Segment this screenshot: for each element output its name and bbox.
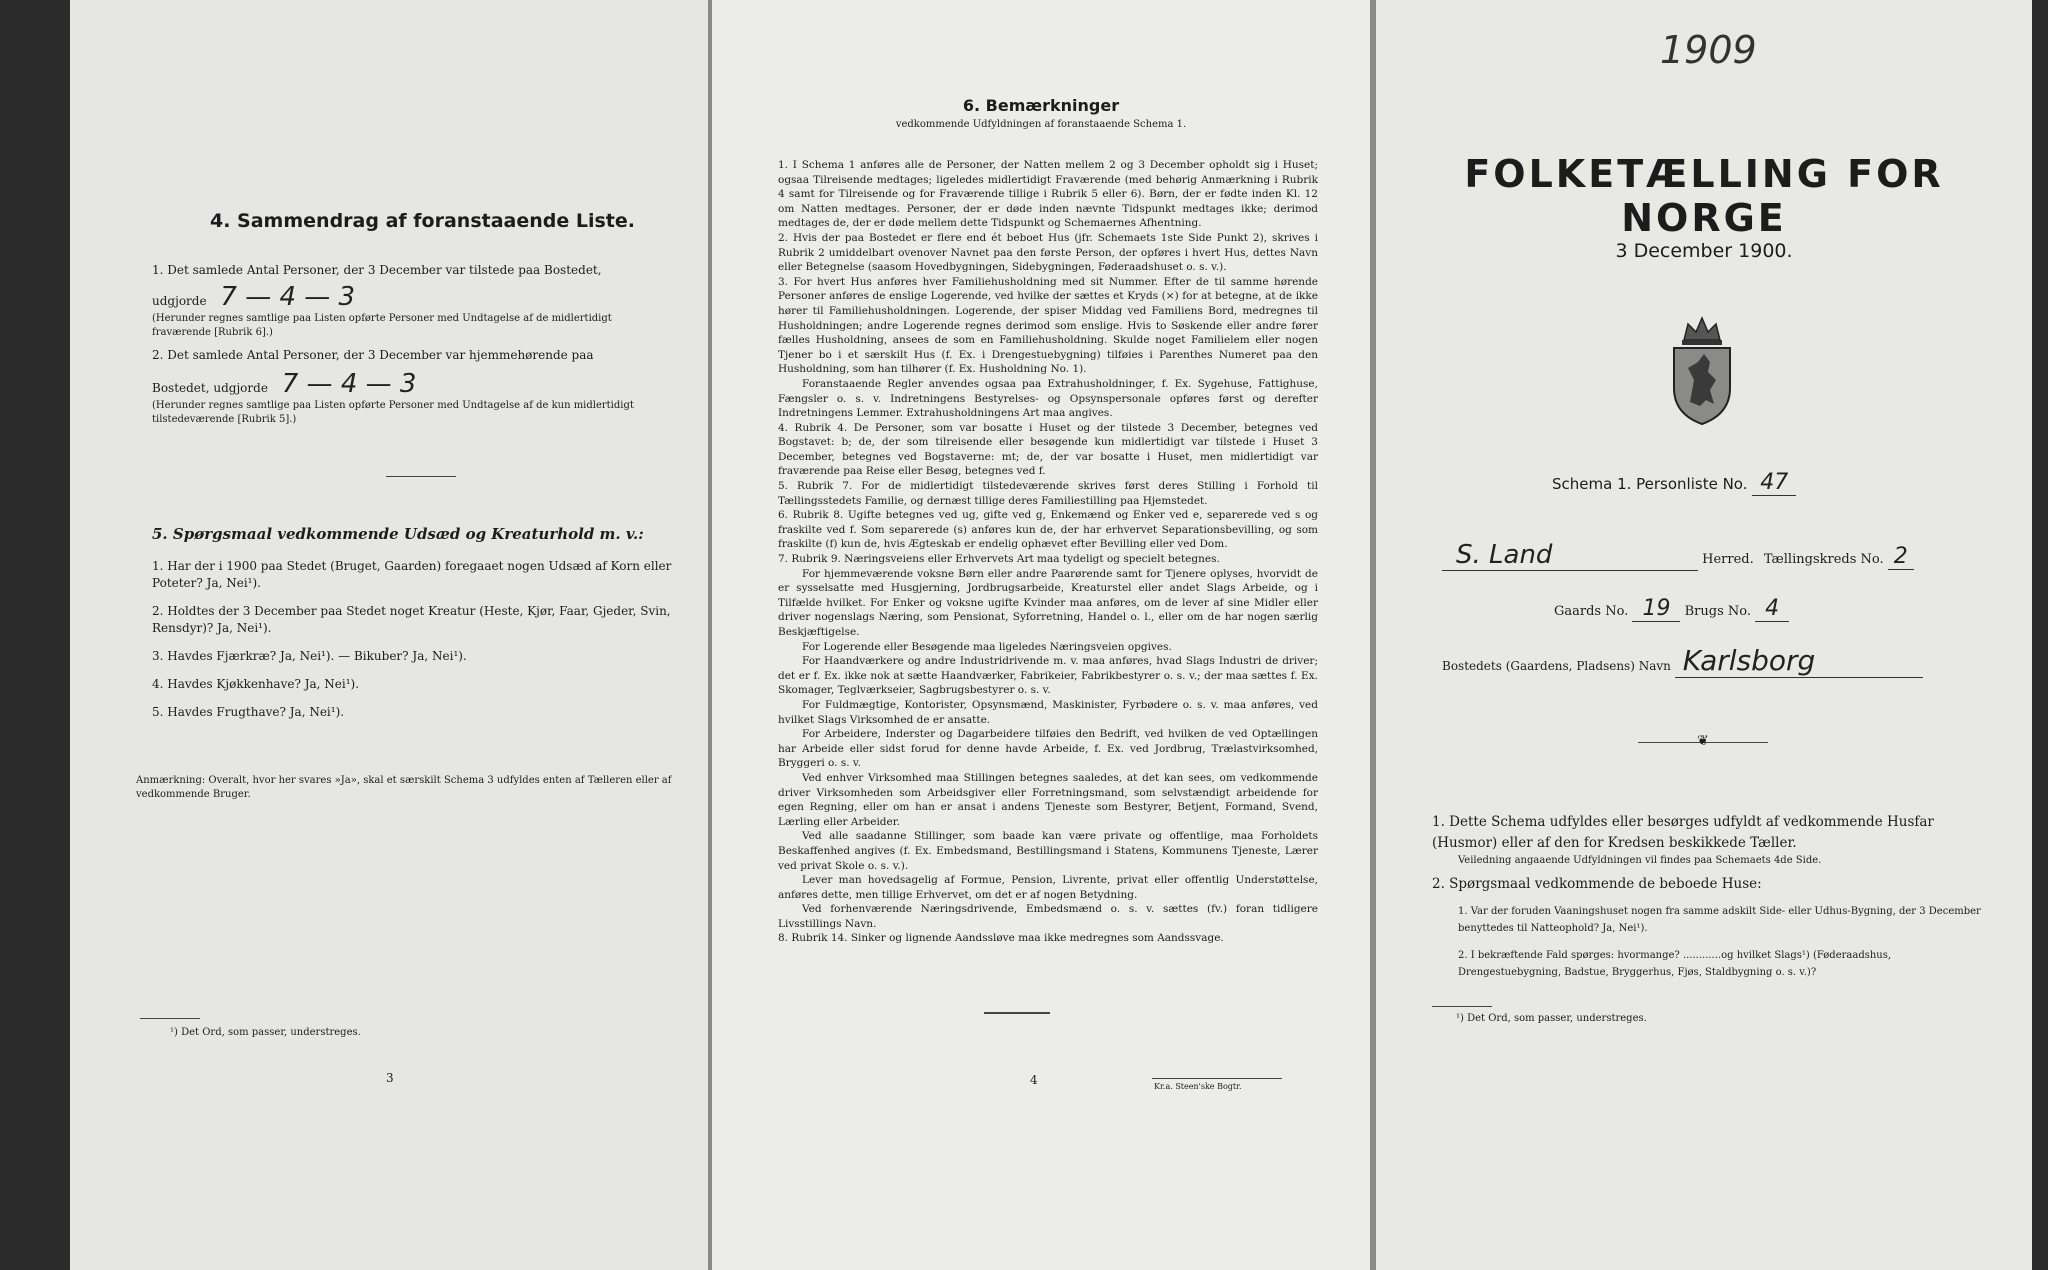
printer-credit: Kr.a. Steen'ske Bogtr. <box>1154 1082 1242 1091</box>
bosted-line <box>1442 644 1923 678</box>
bosted-label: Bostedets (Gaardens, Pladsens) Navn <box>1442 659 1671 673</box>
remark-item: For Fuldmægtige, Kontorister, Opsynsmænd, Maskinister, Fyrbødere o. s. v. maa anføres, ved hvilket Slags Virksomhed de er ansatte. <box>778 698 1318 726</box>
remark-item: 4. Rubrik 4. De Personer, som var bosatte i Huset og der tilstede 3 December, betegnes ved Bogstavet: b; de, der som tilreisende eller besøgende kun midlertidigt var tilstede i Huset 3 December, betegnes ved Bogstaverne: mt; de, der var bosatte i Huset, men midlertidigt var fraværende paa Reise eller Besøg, betegnes ved f. <box>778 421 1318 478</box>
remark-item: Lever man hovedsagelig af Formue, Pension, Livrente, privat eller offentlig Understøttelse, anføres dette, men tillige Erhvervet, om det er af nogen Betydning. <box>778 874 1318 901</box>
remark-item: Foranstaaende Regler anvendes ogsaa paa Extrahusholdninger, f. Ex. Sygehuse, Fattighuse, Fængsler o. s. v. Indretningens Bestyrelses- og Opsynspersonale opføres først og derefter Indretningens Lemmer. Extrahusholdningens Art maa angives. <box>778 377 1318 420</box>
kreds-number: 2 <box>1888 544 1914 570</box>
page-right <box>1376 0 2032 1270</box>
list-item: 3. Havdes Fjærkræ? Ja, Nei¹). — Bikuber? Ja, Nei¹). <box>152 649 467 663</box>
instruction-2-1: 1. Var der foruden Vaaningshuset nogen fra samme adskilt Side- eller Udhus-Bygning, der 3 December benyttedes til Natteophold? Ja, Nei¹). <box>1458 906 1981 934</box>
remark-item: For Haandværkere og andre Industridrivende m. v. maa anføres, hvad Slags Industri de driver; det er f. Ex. ikke nok at sætte Haandværker, Fabrikeier, Fabrikbestyrer o. s. v.; der maa sættes f. Ex. Skomager, Teglværkseier, Sagbrugsbestyrer o. s. v. <box>778 655 1318 697</box>
divider <box>386 476 456 477</box>
instructions <box>1432 812 1992 981</box>
year-annotation: 1909 <box>1660 28 1757 72</box>
page-number: 3 <box>386 1071 394 1085</box>
list-item: 5. Havdes Frugthave? Ja, Nei¹). <box>152 705 345 719</box>
instruction-1-note: Veiledning angaaende Udfyldningen vil findes paa Schemaets 4de Side. <box>1458 855 1822 866</box>
q1-text: 1. Det samlede Antal Personer, der 3 December var tilstede paa Bostedet, <box>152 263 602 277</box>
page-number: 4 <box>1030 1073 1038 1087</box>
q2-note: (Herunder regnes samtlige paa Listen opførte Personer med Undtagelse af de kun midlertidigt tilstedeværende [Rubrik 5].) <box>152 400 634 425</box>
list-item: 2. Holdtes der 3 December paa Stedet noget Kreatur (Heste, Kjør, Faar, Gjeder, Svin, Rensdyr)? Ja, Nei¹). <box>152 604 671 635</box>
remark-item: 6. Rubrik 8. Ugifte betegnes ved ug, gifte ved g, Enkemænd og Enker ved e, separerede ved s og fraskilte ved f. Som separerede (s) anføres kun de, der har erhvervet Separationsbevilling, og som fraskilte (f) kun de, hvis Ægteskab er endelig ophævet efter Bevilling eller ved Dom. <box>778 509 1318 551</box>
brugs-number: 4 <box>1755 596 1789 622</box>
remark-item: 2. Hvis der paa Bostedet er flere end ét beboet Hus (jfr. Schemaets 1ste Side Punkt 2), skrives i Rubrik 2 umiddelbart ovenover Navnet paa den første Person, der opføres i hvert Hus, dettes Navn eller Betegnelse (saasom Hovedbygningen, Sidebygningen, Føderaadshuset o. s. v.). <box>778 231 1318 274</box>
q2-handwritten: 7 — 4 — 3 <box>281 369 417 399</box>
q1-block <box>152 262 672 340</box>
herred-field: S. Land <box>1442 540 1698 571</box>
footnote-rule <box>140 1018 200 1019</box>
heading-sammendrag: 4. Sammendrag af foranstaaende Liste. <box>210 210 635 232</box>
q2-text: 2. Det samlede Antal Personer, der 3 December var hjemmehørende paa <box>152 348 594 362</box>
gaards-line <box>1554 596 1789 621</box>
heading-sporgsmaal: 5. Spørgsmaal vedkommende Udsæd og Kreaturhold m. v.: <box>152 525 644 543</box>
list-item: 1. Har der i 1900 paa Stedet (Bruget, Gaarden) foregaaet nogen Udsæd af Korn eller Poteter? Ja, Nei¹). <box>152 559 672 590</box>
remark-item: Ved enhver Virksomhed maa Stillingen betegnes saaledes, at det kan sees, om vedkommende driver Virksomheden som Arbeidsgiver eller Forretningsmand, som selvstændigt arbeidende for egen Regning, eller om han er ansat i andens Tjeneste som Bestyrer, Betjent, Formand, Svend, Lærling eller Arbeider. <box>778 771 1318 828</box>
footnote-rule <box>1432 1006 1492 1007</box>
instruction-2: 2. Spørgsmaal vedkommende de beboede Huse: <box>1432 876 1762 892</box>
ornament-icon: ❦ <box>1697 733 1709 749</box>
page-middle <box>712 0 1370 1270</box>
printer-rule <box>1152 1078 1282 1079</box>
remark-item: For Arbeidere, Inderster og Dagarbeidere tilføies den Bedrift, ved hvilken de ved Optællingen har Arbeide eller sidst forud for denne havde Arbeide, f. Ex. ved Jordbrug, Trælastvirksomhed, Bryggeri o. s. v. <box>778 728 1318 770</box>
page-left <box>70 0 708 1270</box>
schema-label: Schema 1. Personliste No. <box>1552 475 1748 493</box>
divider <box>984 1012 1050 1014</box>
coat-of-arms-icon <box>1664 310 1740 428</box>
anmaerkning: Anmærkning: Overalt, hvor her svares »Ja», skal et særskilt Schema 3 udfyldes enten af Tælleren eller af vedkommende Bruger. <box>136 775 672 800</box>
footnote: ¹) Det Ord, som passer, understreges. <box>1456 1013 1647 1024</box>
instruction-1: 1. Dette Schema udfyldes eller besørges udfyldt af vedkommende Husfar (Husmor) eller af den for Kredsen beskikkede Tæller. <box>1432 814 1934 851</box>
q1-label: udgjorde <box>152 294 207 308</box>
kreds-label: Tællingskreds No. <box>1763 552 1884 567</box>
remark-item: 5. Rubrik 7. For de midlertidigt tilstedeværende skrives først deres Stilling i Forhold til Tællingsstedets Familie, og dernæst tillige deres Familiestilling paa Hjemstedet. <box>778 480 1318 507</box>
instruction-2-2: 2. I bekræftende Fald spørges: hvormange? ............og hvilket Slags¹) (Føderaadshus, Drengestuebygning, Badstue, Bryggerhus, Fjøs, Staldbygning o. s. v.)? <box>1458 950 1892 978</box>
bosted-field: Karlsborg <box>1675 644 1923 678</box>
remark-item: 3. For hvert Hus anføres hver Familiehusholdning med sit Nummer. Efter de til samme hørende Personer anføres de enslige Logerende, ved hvilke der sættes et Kryds (×) for at betegne, at de ikke hører til Familiehusholdningen. Logerende, der spiser Middag ved Familiens Bord, medregnes til Husholdningen; andre Logerende regnes derimod som enslige. Hvis to Søskende eller andre fører fælles Husholdning, ansees de som en Familiehusholdning. Skulde noget Familielem eller nogen Tjener bo i et særskilt Hus (f. Ex. i Drengestuebygning) tilføies i Parenthes Numeret paa den Husholdning, som han tilhører (f. Ex. Husholdning No. 1). <box>778 275 1318 376</box>
q1-handwritten: 7 — 4 — 3 <box>220 282 356 312</box>
document-date: 3 December 1900. <box>1615 240 1793 262</box>
q1-note: (Herunder regnes samtlige paa Listen opførte Personer med Undtagelse af de midlertidigt fraværende [Rubrik 6].) <box>152 313 612 338</box>
remark-item: 7. Rubrik 9. Næringsveiens eller Erhvervets Art maa tydeligt og specielt betegnes. <box>778 553 1220 566</box>
brugs-label: Brugs No. <box>1684 604 1751 619</box>
remark-item: 1. I Schema 1 anføres alle de Personer, der Natten mellem 2 og 3 December opholdt sig i Huset; ogsaa Tilreisende medtages; ligeledes midlertidigt Fraværende (med behørig Anmærkning i Rubrik 4 samt for Tilreisende og for Fraværende tillige i Rubrik 5 eller 6). Børn, der er fødte inden Kl. 12 om Natten medtages. Personer, der er døde inden nævnte Tidspunkt medtages ikke; derimod medtages de, der er døde mellem dette Tidspunkt og Schemaernes Afhentning. <box>778 159 1318 230</box>
herred-label: Herred. <box>1702 552 1754 567</box>
remarks-heading: 6. Bemærkninger <box>962 96 1120 115</box>
remark-item: Ved alle saadanne Stillinger, som baade kan være private og offentlige, maa Forholdets Beskaffenhed angives (f. Ex. Embedsmand, Bestillingsmand i Statens, Kommunens Tjeneste, Lærer ved privat Skole o. s. v.). <box>778 830 1318 872</box>
remarks-list <box>778 158 1318 946</box>
remarks-subheading: vedkommende Udfyldningen af foranstaaende Schema 1. <box>895 119 1187 130</box>
remark-item: Ved forhenværende Næringsdrivende, Embedsmænd o. s. v. sættes (fv.) foran tidligere Livsstillings Navn. <box>778 903 1318 930</box>
list-item: 4. Havdes Kjøkkenhave? Ja, Nei¹). <box>152 677 360 691</box>
schema-number: 47 <box>1752 470 1796 496</box>
remark-item: For hjemmeværende voksne Børn eller andre Paarørende samt for Tjenere oplyses, hvorvidt de er sysselsatte med Husgjerning, Jordbrugsarbeide, Kreaturstel eller andet Slags Arbeide, og i Tilfælde hvilket. For Enker og voksne ugifte Kvinder maa anføres, om de lever af sine Midler eller driver nogenslags Næring, som Pensionat, Syforretning, Handel o. l., eller om de har nogen særlig Beskjæftigelse. <box>778 567 1318 638</box>
remark-item: 8. Rubrik 14. Sinker og lignende Aandssløve maa ikke medregnes som Aandssvage. <box>778 932 1224 945</box>
gaards-number: 19 <box>1632 596 1680 622</box>
footnote: ¹) Det Ord, som passer, understreges. <box>170 1027 361 1038</box>
udsaed-list <box>152 558 672 732</box>
q2-label: Bostedet, udgjorde <box>152 381 268 395</box>
herred-line <box>1442 540 2002 571</box>
document-title: FOLKETÆLLING FOR NORGE <box>1464 152 1944 240</box>
schema-line <box>1552 470 1796 495</box>
q2-block <box>152 347 672 427</box>
gaards-label: Gaards No. <box>1554 604 1629 619</box>
remark-item: For Logerende eller Besøgende maa ligeledes Næringsveien opgives. <box>802 640 1172 653</box>
